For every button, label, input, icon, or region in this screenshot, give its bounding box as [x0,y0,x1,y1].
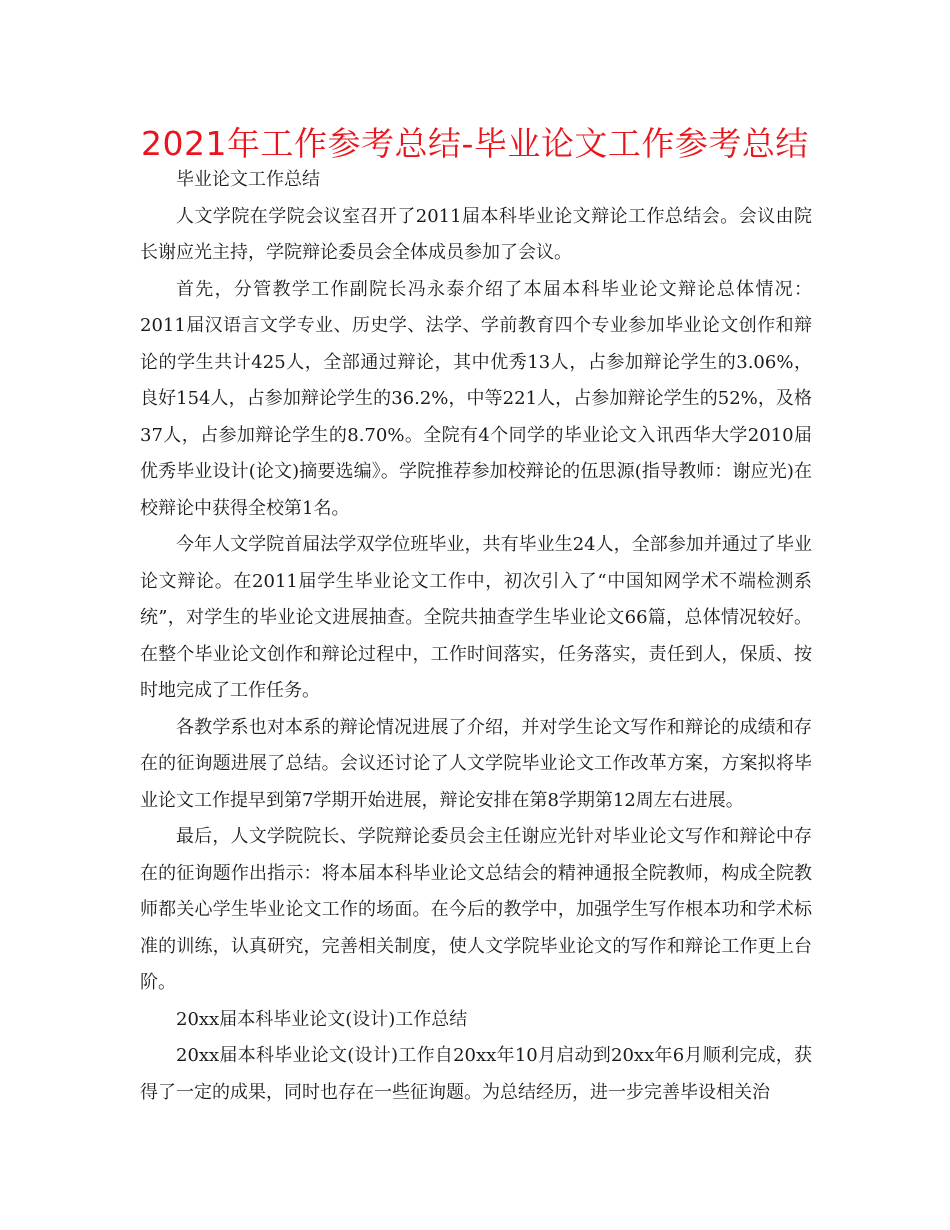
section-heading: 20xx届本科毕业论文(设计)工作总结 [176,1008,468,1030]
paragraph: 各教学系也对本系的辩论情况进展了介绍，并对学生论文写作和辩论的成绩和存在的征询题进展了总结。会议还讨论了人文学院毕业论文工作改革方案，方案拟将毕业论文工作提早到第7学期开始进展，辩论安排在第8学期第12周左右进展。 [140,716,812,811]
section-heading: 毕业论文工作总结 [176,169,320,190]
paragraph: 最后，人文学院院长、学院辩论委员会主任谢应光针对毕业论文写作和辩论中存在的征询题作出指示：将本届本科毕业论文总结会的精神通报全院教师，构成全院教师都关心学生毕业论文工作的场面。在今后的教学中，加强学生写作根本功和学术标准的训练，认真研究，完善相关制度，使人文学院毕业论文的写作和辩论工作更上台阶。 [140,826,812,993]
paragraph: 人文学院在学院会议室召开了2011届本科毕业论文辩论工作总结会。会议由院长谢应光主持，学院辩论委员会全体成员参加了会议。 [140,205,812,263]
paragraph: 20xx届本科毕业论文(设计)工作自20xx年10月启动到20xx年6月顺利完成，获得了一定的成果，同时也存在一些征询题。为总结经历，进一步完善毕设相关治 [140,1045,812,1103]
paragraph: 首先，分管教学工作副院长冯永泰介绍了本届本科毕业论文辩论总体情况：2011届汉语言文学专业、历史学、法学、学前教育四个专业参加毕业论文创作和辩论的学生共计425人，全部通过辩论，其中优秀13人，占参加辩论学生的3.06%，良好154人，占参加辩论学生的36.2%，中等221人，占参加辩论学生的52%，及格37人，占参加辩论学生的8.70%。全院有4个同学的毕业论文入讯西华大学2010届优秀毕业设计(论文)摘要选编》。学院推荐参加校辩论的伍思源(指导教师：谢应光)在校辩论中获得全校第1名。 [140,278,812,519]
document-title: 2021年工作参考总结-毕业论文工作参考总结 [141,124,809,163]
paragraph: 今年人文学院首届法学双学位班毕业，共有毕业生24人，全部参加并通过了毕业论文辩论。在2011届学生毕业论文工作中，初次引入了“中国知网学术不端检测系统”，对学生的毕业论文进展抽查。全院共抽查学生毕业论文66篇，总体情况较好。在整个毕业论文创作和辩论过程中，工作时间落实，任务落实，责任到人，保质、按时地完成了工作任务。 [140,534,812,701]
document-body [140,162,812,1111]
